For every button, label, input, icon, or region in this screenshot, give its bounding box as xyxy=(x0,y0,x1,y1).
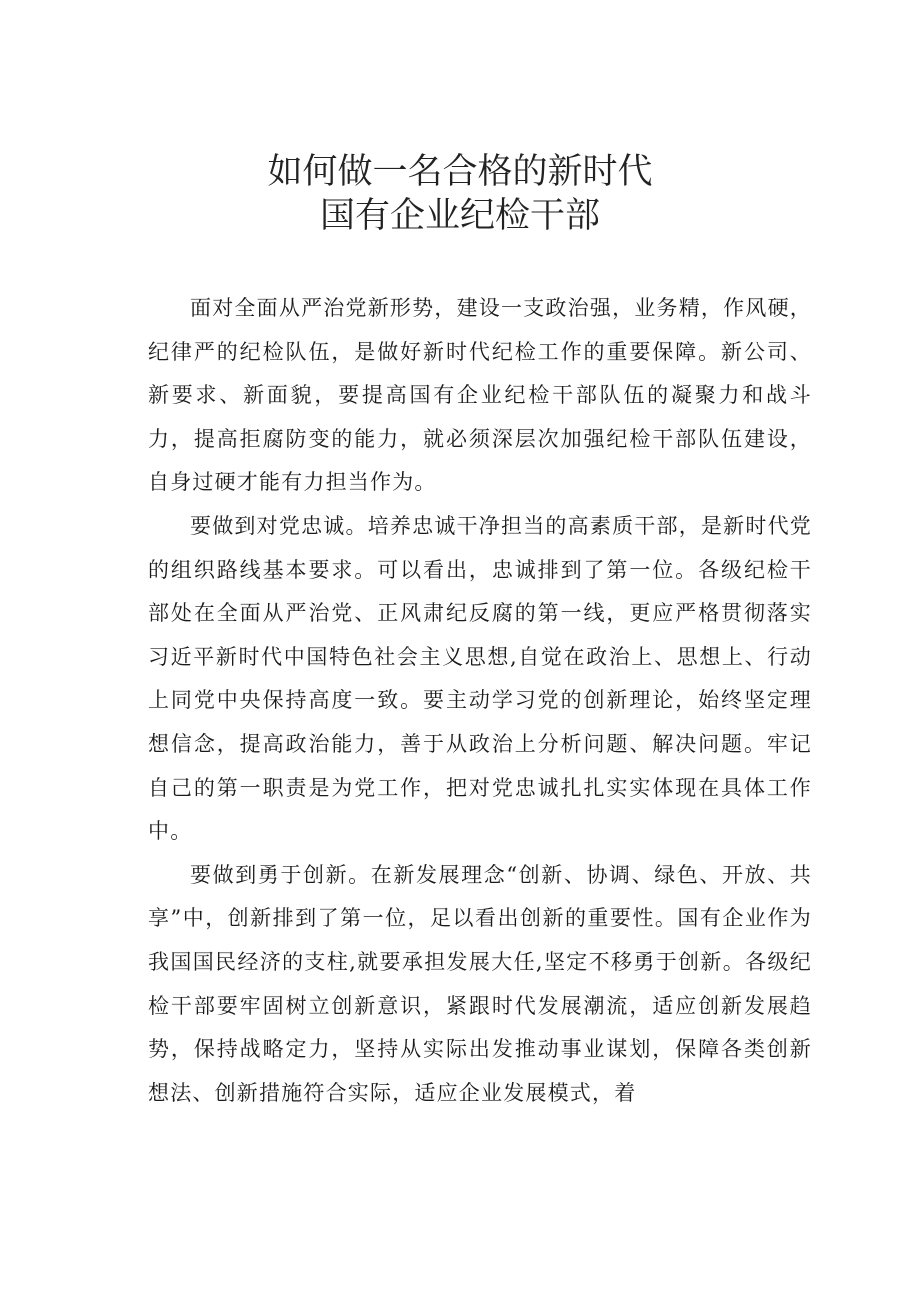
document-title xyxy=(0,150,920,238)
title-line-2: 国有企业纪检干部 xyxy=(319,196,600,236)
title-line-1: 如何做一名合格的新时代 xyxy=(267,152,653,192)
paragraph-intro: 面对全面从严治党新形势，建设一支政治强，业务精，作风硬，纪律严的纪检队伍，是做好新时代纪检工作的重要保障。新公司、新要求、新面貌，要提高国有企业纪检干部队伍的凝聚力和战斗力，提高拒腐防变的能力，就必须深层次加强纪检干部队伍建设，自身过硬才能有力担当作为。 xyxy=(148,296,812,495)
paragraph-loyalty: 要做到对党忠诚。培养忠诚干净担当的高素质干部，是新时代党的组织路线基本要求。可以看出，忠诚排到了第一位。各级纪检干部处在全面从严治党、正风肃纪反腐的第一线，更应严格贯彻落实习近平新时代中国特色社会主义思想,自觉在政治上、思想上、行动上同党中央保持高度一致。要主动学习党的创新理论，始终坚定理想信念，提高政治能力，善于从政治上分析问题、解决问题。牢记自己的第一职责是为党工作，把对党忠诚扎扎实实体现在具体工作中。 xyxy=(148,513,812,844)
paragraph-innovation: 要做到勇于创新。在新发展理念“创新、协调、绿色、开放、共享”中，创新排到了第一位，足以看出创新的重要性。国有企业作为我国国民经济的支柱,就要承担发展大任,坚定不移勇于创新。各级纪检干部要牢固树立创新意识，紧跟时代发展潮流，适应创新发展趋势，保持战略定力，坚持从实际出发推动事业谋划，保障各类创新想法、创新措施符合实际，适应企业发展模式，着 xyxy=(148,862,812,1105)
document-body xyxy=(148,287,812,1115)
